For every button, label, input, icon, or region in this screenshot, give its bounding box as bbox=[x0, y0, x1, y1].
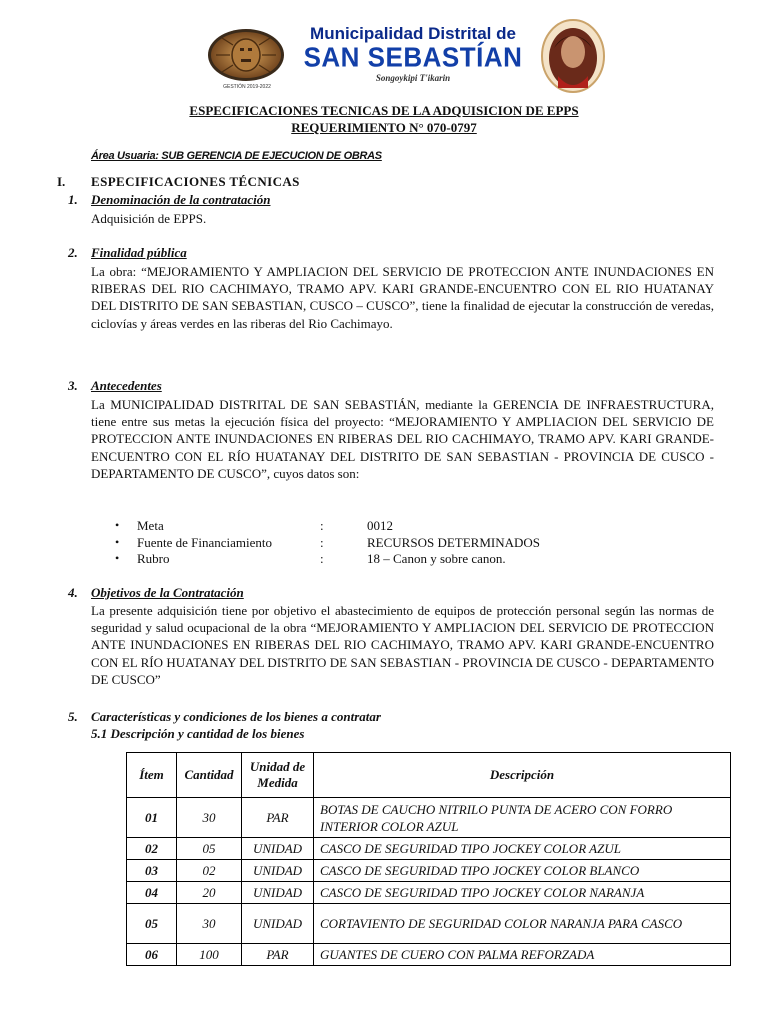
items-table bbox=[126, 752, 731, 966]
document-title: ESPECIFICACIONES TECNICAS DE LA ADQUISICION DE EPPS bbox=[189, 103, 579, 118]
section-heading: ESPECIFICACIONES TÉCNICAS bbox=[91, 174, 300, 189]
text-antecedentes: La MUNICIPALIDAD DISTRITAL DE SAN SEBASTIÁN, mediante la GERENCIA DE INFRAESTRUCTURA, tiene entre sus metas la ejecución física del proyecto: “MEJORAMIENTO Y AMPLIACION DEL SERVICIO DE PROTECCION ANTE INUNDACIONES EN RIBERAS DEL RIO CACHIMAYO, TRAMO APV. KARI GRANDE-ENCUENTRO CON EL RÍO HUATANAY DEL DISTRITO DE SAN SEBASTIAN - PROVINCIA DE CUSCO - DEPARTAMENTO DE CUSCO”, cuyos datos son: bbox=[91, 397, 714, 481]
item-number-4: 4. bbox=[68, 585, 78, 600]
column-header-descripcion: Descripción bbox=[314, 753, 731, 798]
heading-denominacion: Denominación de la contratación bbox=[91, 192, 271, 207]
text-finalidad: La obra: “MEJORAMIENTO Y AMPLIACION DEL SERVICIO DE PROTECCION ANTE INUNDACIONES EN RIBERAS DEL RIO CACHIMAYO, TRAMO APV. KARI GRANDE-ENCUENTRO CON EL RIO HUATANAY DEL DISTRITO DE SAN SEBASTIAN, CUSCO – CUSCO”, tiene la finalidad de ejecutar la construcción de veredas, ciclovías y áreas verdes en las riberas del Rio Cachimayo. bbox=[91, 264, 714, 331]
item-number-2: 2. bbox=[68, 245, 78, 260]
column-header-unidad: Unidad de Medida bbox=[242, 753, 314, 798]
item-number-3: 3. bbox=[68, 378, 78, 393]
municipality-name-line1: Municipalidad Distrital de bbox=[310, 24, 516, 43]
table-row: 05 30 UNIDAD CORTAVIENTO DE SEGURIDAD COLOR NARANJA PARA CASCO bbox=[127, 904, 731, 944]
section-roman-numeral: I. bbox=[57, 174, 66, 189]
column-header-item: Ítem bbox=[127, 753, 177, 798]
table-row: 02 05 UNIDAD CASCO DE SEGURIDAD TIPO JOCKEY COLOR AZUL bbox=[127, 838, 731, 860]
table-row: 06 100 PAR GUANTES DE CUERO CON PALMA REFORZADA bbox=[127, 944, 731, 966]
heading-objetivos: Objetivos de la Contratación bbox=[91, 585, 244, 600]
municipality-slogan: Songoykipi T'ikarin bbox=[375, 73, 451, 83]
item-number-1: 1. bbox=[68, 192, 78, 207]
table-row: 01 30 PAR BOTAS DE CAUCHO NITRILO PUNTA DE ACERO CON FORRO INTERIOR COLOR AZUL bbox=[127, 798, 731, 838]
heading-caracteristicas: Características y condiciones de los bienes a contratar bbox=[91, 709, 381, 724]
table-row: 03 02 UNIDAD CASCO DE SEGURIDAD TIPO JOCKEY COLOR BLANCO bbox=[127, 860, 731, 882]
emblem-caption: GESTIÓN 2019-2022 bbox=[223, 84, 271, 90]
user-area: Área Usuaria: SUB GERENCIA DE EJECUCION DE OBRAS bbox=[91, 150, 382, 162]
item-number-5: 5. bbox=[68, 709, 78, 724]
heading-antecedentes: Antecedentes bbox=[91, 378, 162, 393]
text-objetivos: La presente adquisición tiene por objetivo el abastecimiento de equipos de protección personal según las normas de seguridad y salud ocupacional de la obra “MEJORAMIENTO Y AMPLIACION DEL SERVICIO DE PROTECCION ANTE INUNDACIONES EN RIBERAS DEL RIO CACHIMAYO, TRAMO APV. KARI GRANDE-ENCUENTRO CON EL RÍO HUATANAY DEL DISTRITO DE SAN SEBASTIAN - PROVINCIA DE CUSCO - DEPARTAMENTO DE CUSCO” bbox=[91, 603, 714, 687]
saint-portrait-logo bbox=[540, 18, 606, 94]
bullet-icon: • bbox=[115, 551, 120, 565]
heading-finalidad: Finalidad pública bbox=[91, 245, 187, 260]
bullet-icon: • bbox=[115, 535, 120, 549]
text-denominacion: Adquisición de EPPS. bbox=[91, 211, 207, 226]
requirement-number: REQUERIMIENTO N° 070-0797 bbox=[291, 120, 477, 135]
table-header-row bbox=[127, 753, 731, 798]
bullet-icon: • bbox=[115, 518, 120, 532]
column-header-cantidad: Cantidad bbox=[177, 753, 242, 798]
municipality-name-line2: SAN SEBASTÍAN bbox=[303, 41, 523, 73]
municipal-emblem-logo bbox=[206, 26, 286, 84]
letterhead bbox=[0, 0, 768, 100]
subheading-descripcion: 5.1 Descripción y cantidad de los bienes bbox=[91, 726, 305, 741]
table-row: 04 20 UNIDAD CASCO DE SEGURIDAD TIPO JOCKEY COLOR NARANJA bbox=[127, 882, 731, 904]
